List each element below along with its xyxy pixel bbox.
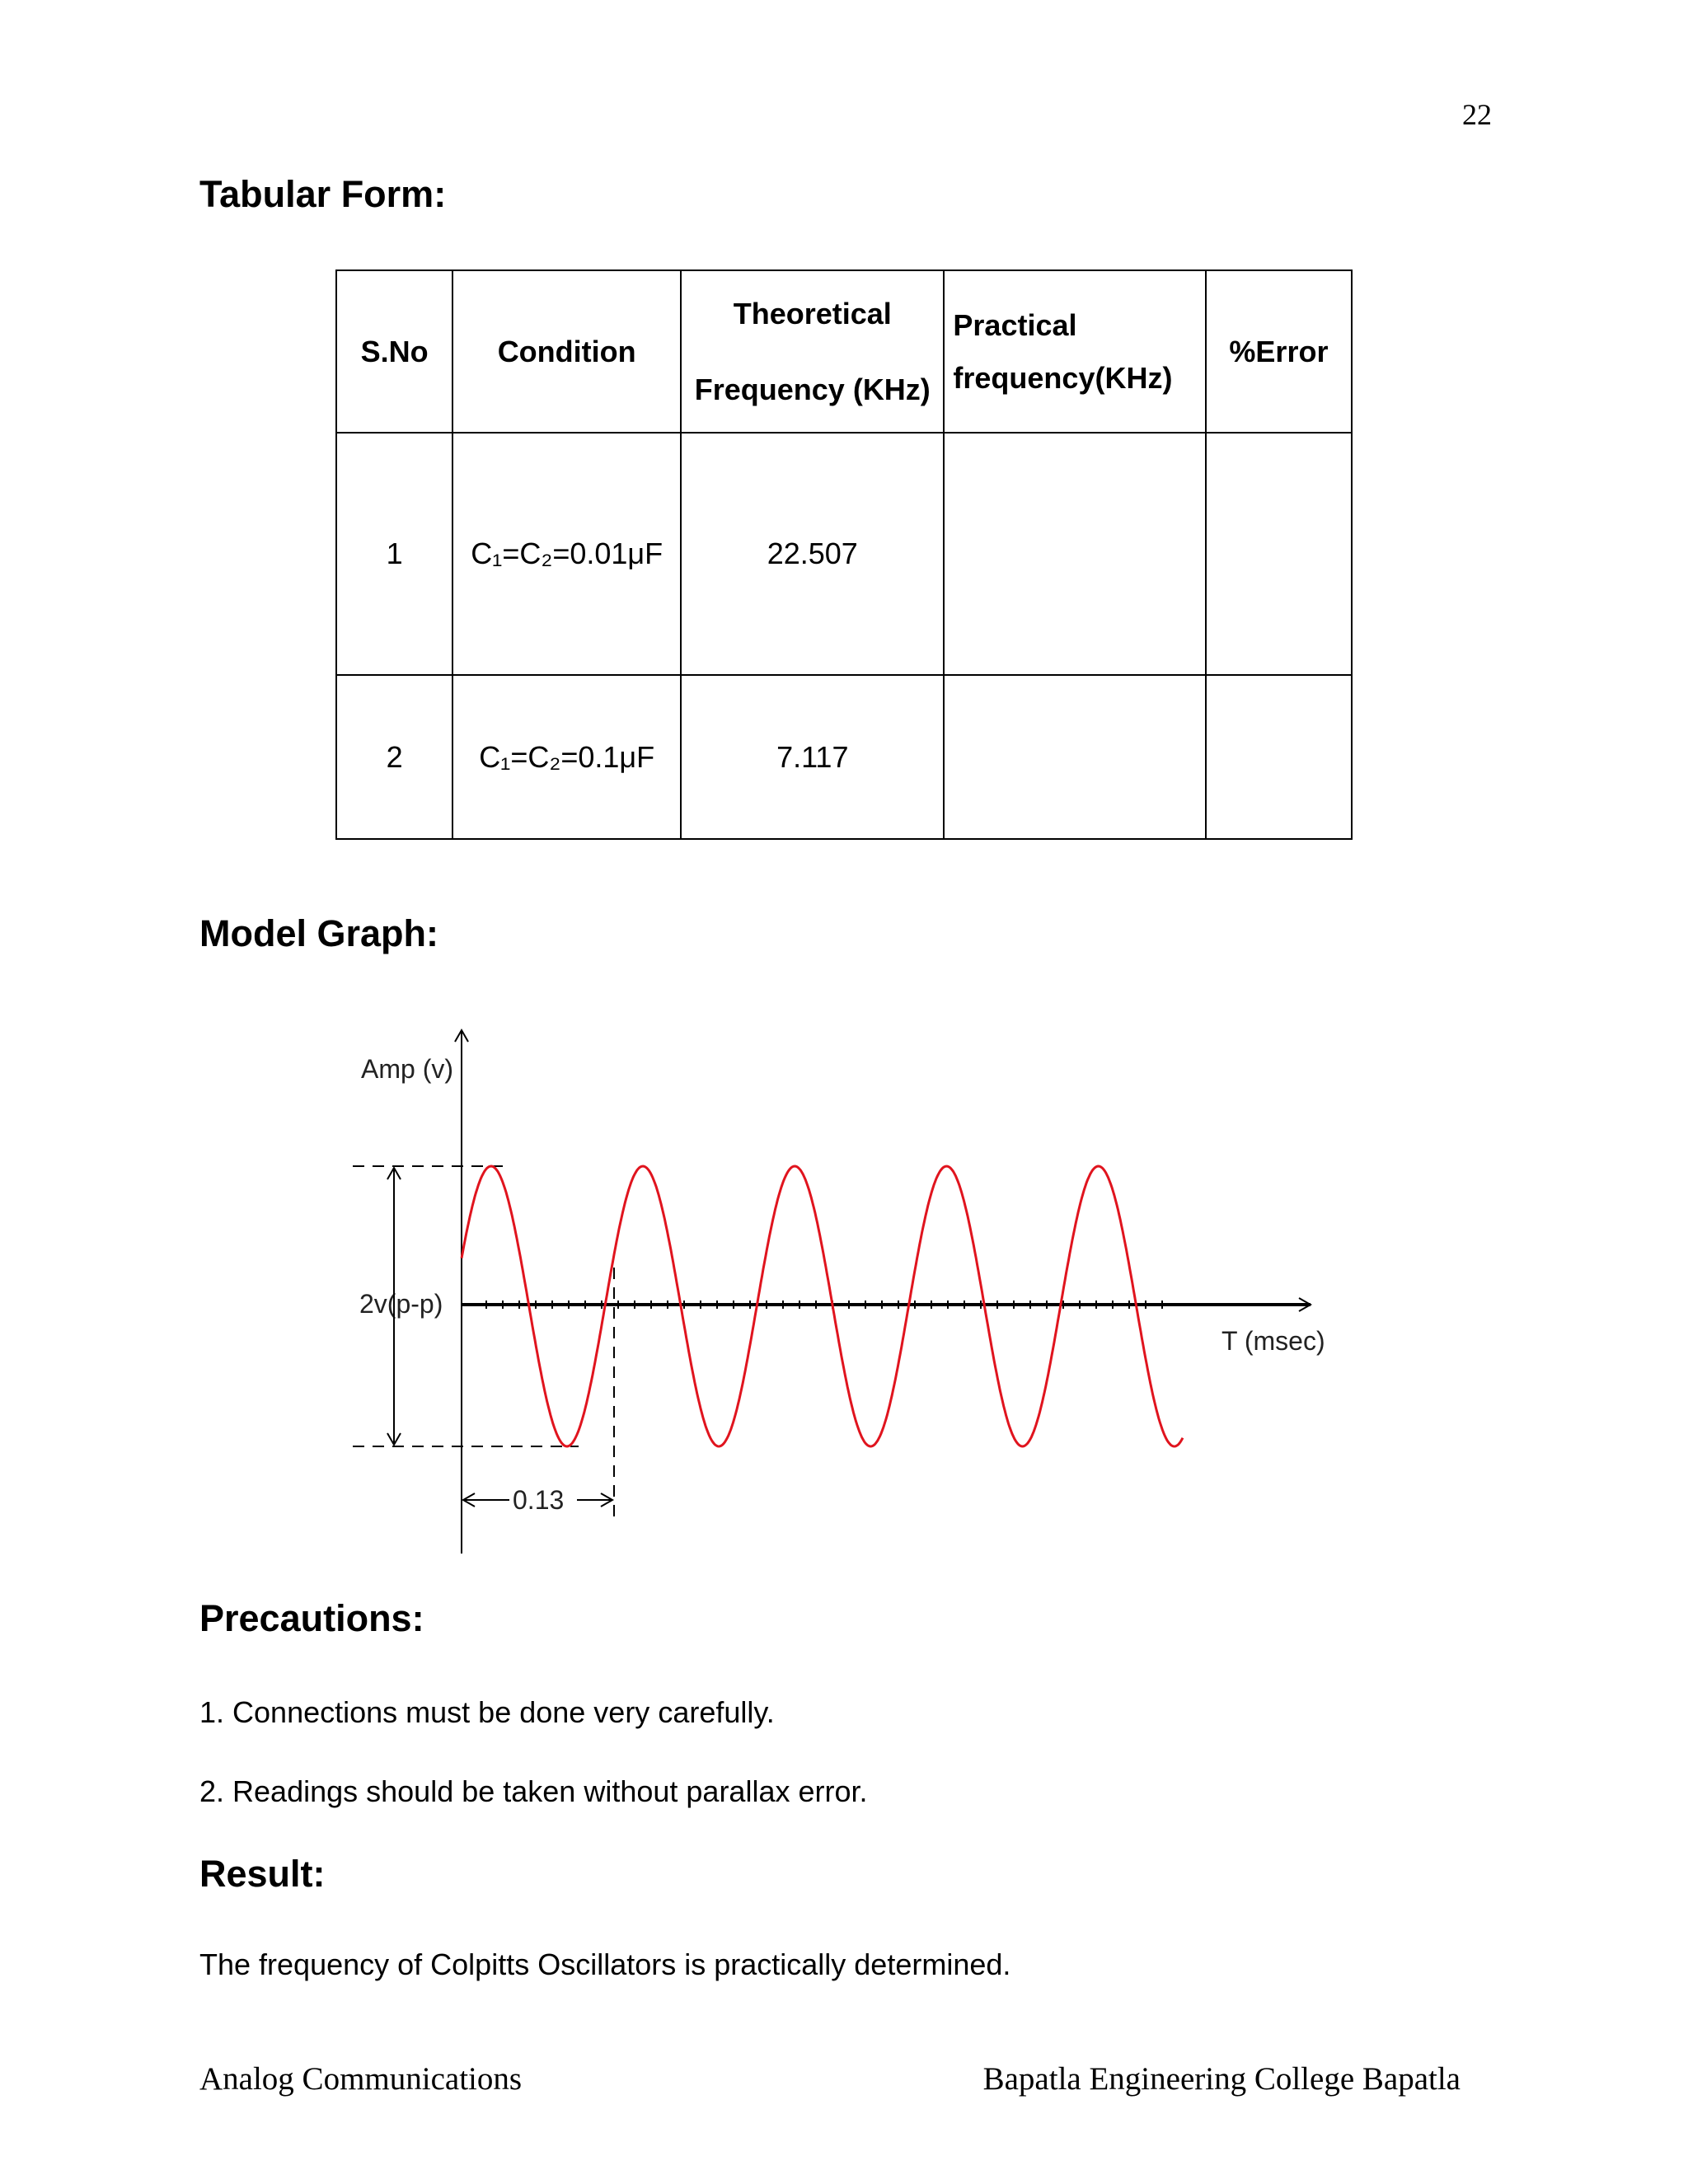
precaution-item: 2. Readings should be taken without parallax error. <box>199 1774 868 1808</box>
page-number: 22 <box>1462 98 1492 131</box>
result-heading: Result: <box>199 1853 326 1895</box>
period-label: 0.13 <box>513 1485 565 1515</box>
cell-theoretical: 22.507 <box>681 433 944 675</box>
footer-college-name: Bapatla Engineering College Bapatla <box>982 2061 1461 2097</box>
waveform-figure <box>330 1005 1352 1566</box>
cell-condition: C₁=C₂=0.01μF <box>452 433 681 675</box>
precaution-item: 1. Connections must be done very carefully. <box>199 1695 775 1729</box>
header-theoretical-frequency <box>681 270 944 433</box>
cell-sno: 1 <box>336 433 452 675</box>
model-graph <box>330 1005 1352 1566</box>
cell-condition: C₁=C₂=0.1μF <box>452 675 681 839</box>
cell-practical <box>944 433 1205 675</box>
cell-error <box>1206 675 1352 839</box>
tabular-form-heading: Tabular Form: <box>199 173 447 215</box>
header-theoretical-line2: Frequency (KHz) <box>694 372 931 406</box>
header-error: %Error <box>1206 270 1352 433</box>
cell-sno: 2 <box>336 675 452 839</box>
header-condition: Condition <box>452 270 681 433</box>
footer-course-name: Analog Communications <box>199 2061 523 2097</box>
x-axis-label: T (msec) <box>1221 1326 1325 1356</box>
header-practical-line1: Practical <box>953 308 1077 343</box>
table-row <box>336 433 1352 675</box>
model-graph-heading: Model Graph: <box>199 912 438 954</box>
precautions-heading: Precautions: <box>199 1597 424 1639</box>
header-practical-frequency <box>944 270 1205 433</box>
frequency-table <box>335 269 1353 840</box>
cell-theoretical: 7.117 <box>681 675 944 839</box>
header-practical-line2: frequency(KHz) <box>953 360 1173 395</box>
y-axis-label: Amp (v) <box>361 1054 453 1084</box>
peak-to-peak-label: 2v(p-p) <box>359 1289 443 1319</box>
header-sno: S.No <box>336 270 452 433</box>
header-theoretical-line1: Theoretical <box>733 297 892 331</box>
cell-error <box>1206 433 1352 675</box>
table-header-row <box>336 270 1352 433</box>
table-row <box>336 675 1352 839</box>
cell-practical <box>944 675 1205 839</box>
result-text: The frequency of Colpitts Oscillators is practically determined. <box>199 1947 1011 1981</box>
